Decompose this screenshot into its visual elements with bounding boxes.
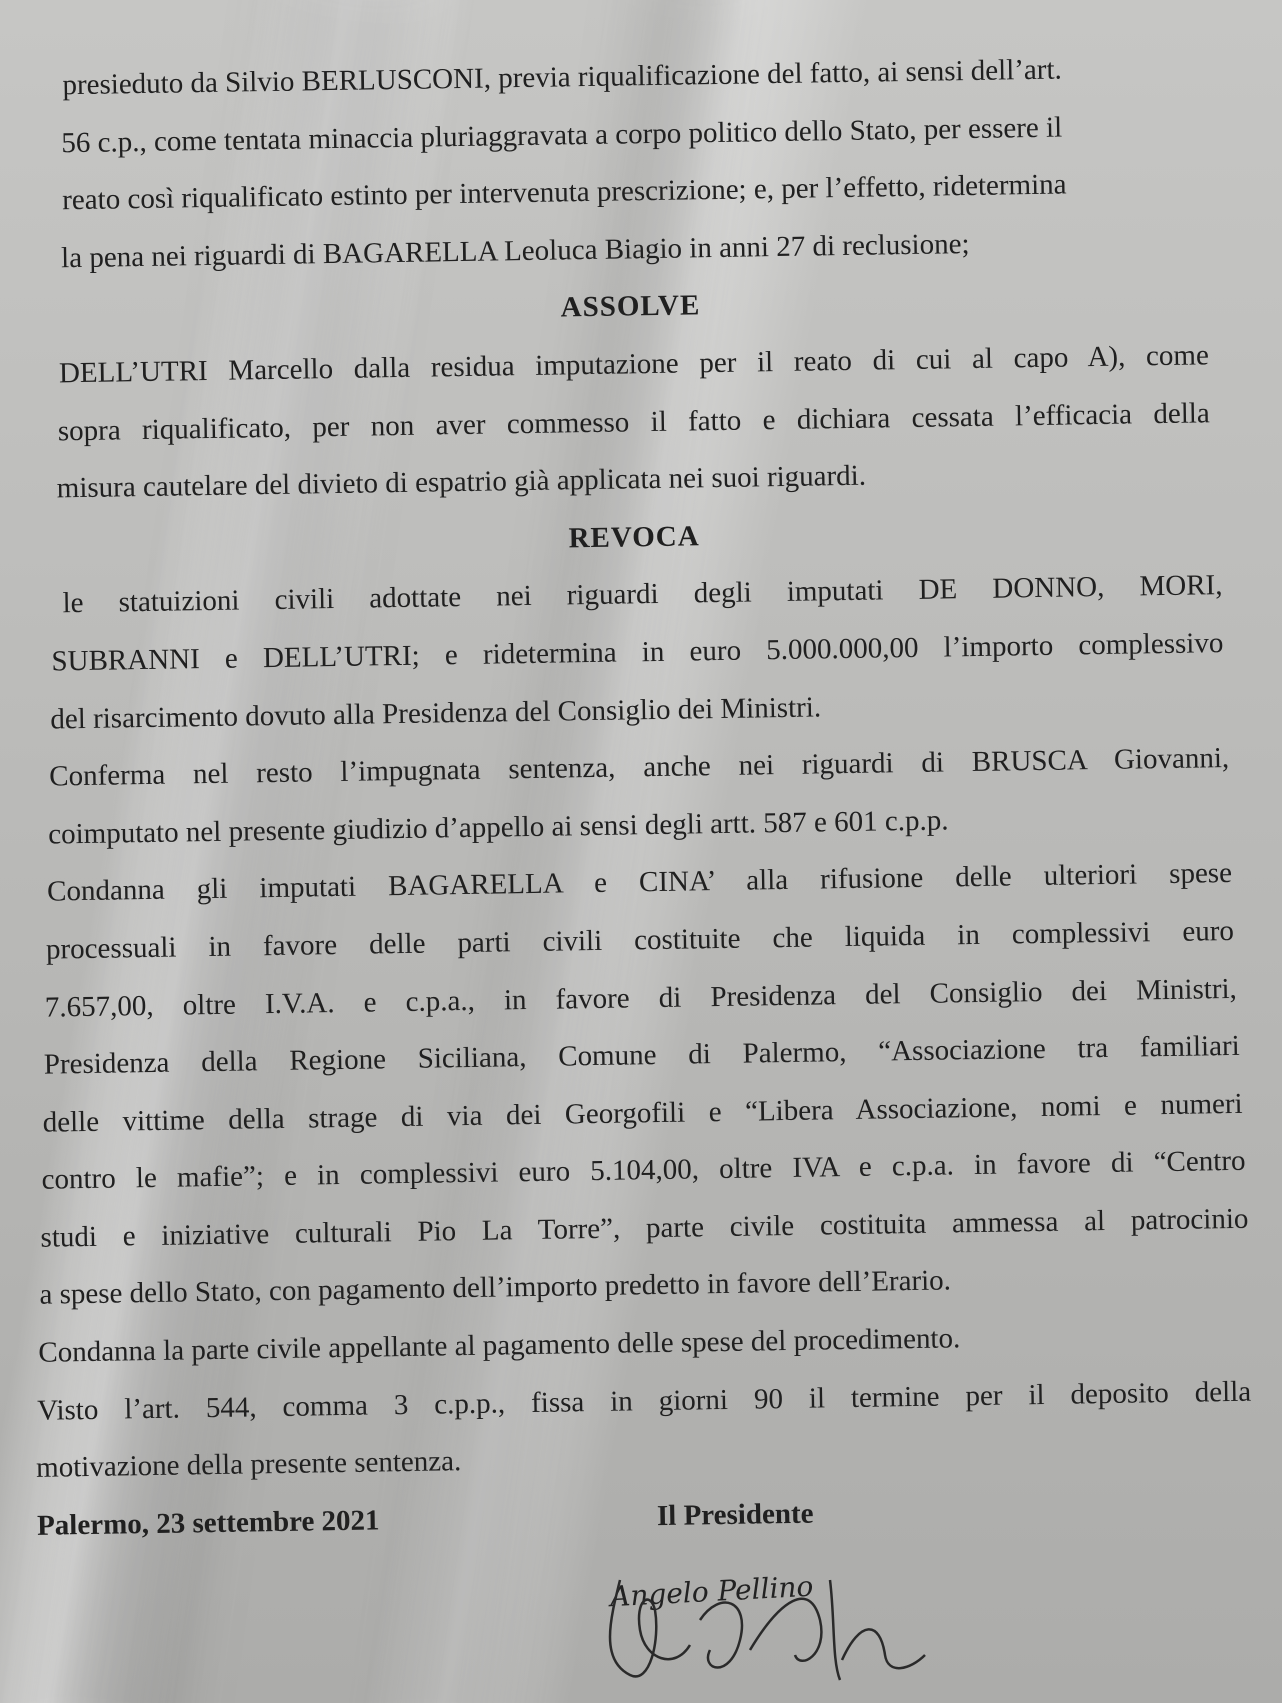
signature-name: Angelo Pellino — [609, 1569, 815, 1614]
text-line: 56 c.p., come tentata minaccia pluriaggravata a corpo politico dello Stato, per essere il — [61, 111, 1063, 159]
text-line: reato così riqualificato estinto per intervenuta prescrizione; e, per l’effetto, ridetermina — [61, 168, 1067, 217]
text-line: misura cautelare del divieto di espatrio già applicata nei suoi riguardi. — [56, 459, 867, 505]
text-line: processuali in favore delle parti civili costituite che liquida in complessivi euro — [45, 914, 1235, 966]
text-line: delle vittime della strage di via dei Georgofili e “Libera Associazione, nomi e numeri — [42, 1087, 1243, 1139]
text-line: SUBRANNI e DELL’UTRI; e ridetermina in euro 5.000.000,00 l’importo complessivo — [51, 627, 1224, 678]
text-line: contro le mafie”; e in complessivi euro 5.104,00, oltre IVA e c.p.a. in favore di “Centro — [41, 1145, 1246, 1196]
text-line: motivazione della presente sentenza. — [35, 1445, 462, 1485]
place-date: Palermo, 23 settembre 2021 — [36, 1504, 380, 1542]
text-line: Condanna la parte civile appellante al pagamento delle spese del procedimento. — [38, 1322, 961, 1369]
text-line: sopra riqualificato, per non aver commesso il fatto e dichiara cessata l’efficacia della — [57, 396, 1210, 447]
heading-assolve: ASSOLVE — [560, 289, 701, 324]
text-line: studi e iniziative culturali Pio La Torre”, parte civile costituita ammessa al patrocinio — [40, 1202, 1249, 1254]
text-line: le statuizioni civili adottate nei riguardi degli imputati DE DONNO, MORI, — [62, 569, 1223, 620]
text-line: 7.657,00, oltre I.V.A. e c.p.a., in favore di Presidenza del Consiglio dei Ministri, — [44, 972, 1238, 1024]
text-line: DELL’UTRI Marcello dalla residua imputazione per il reato di cui al capo A), come — [58, 339, 1210, 390]
text-line: Condanna gli imputati BAGARELLA e CINA’ alla rifusione delle ulteriori spese — [46, 857, 1233, 908]
signature-scribble-icon — [580, 1560, 940, 1690]
document-text — [14, 39, 1262, 1558]
text-line: a spese dello Stato, con pagamento dell’importo predetto in favore dell’Erario. — [39, 1264, 952, 1312]
text-line: presieduto da Silvio BERLUSCONI, previa riqualificazione del fatto, ai sensi dell’art. — [62, 53, 1063, 102]
text-line: Presidenza della Regione Siciliana, Comune di Palermo, “Associazione tra familiari — [43, 1029, 1240, 1081]
text-line: Conferma nel resto l’impugnata sentenza, anche nei riguardi di BRUSCA Giovanni, — [49, 742, 1230, 793]
president-title: Il Presidente — [656, 1497, 814, 1532]
text-line: la pena nei riguardi di BAGARELLA Leoluca Biagio in anni 27 di reclusione; — [60, 227, 970, 275]
text-line: coimputato nel presente giudizio d’appello ai sensi degli artt. 587 e 601 c.p.p. — [47, 804, 949, 851]
text-line: del risarcimento dovuto alla Presidenza del Consiglio dei Ministri. — [50, 690, 822, 736]
heading-revoca: REVOCA — [568, 520, 700, 555]
text-line: Visto l’art. 544, comma 3 c.p.p., fissa in giorni 90 il termine per il deposito della — [36, 1375, 1252, 1427]
